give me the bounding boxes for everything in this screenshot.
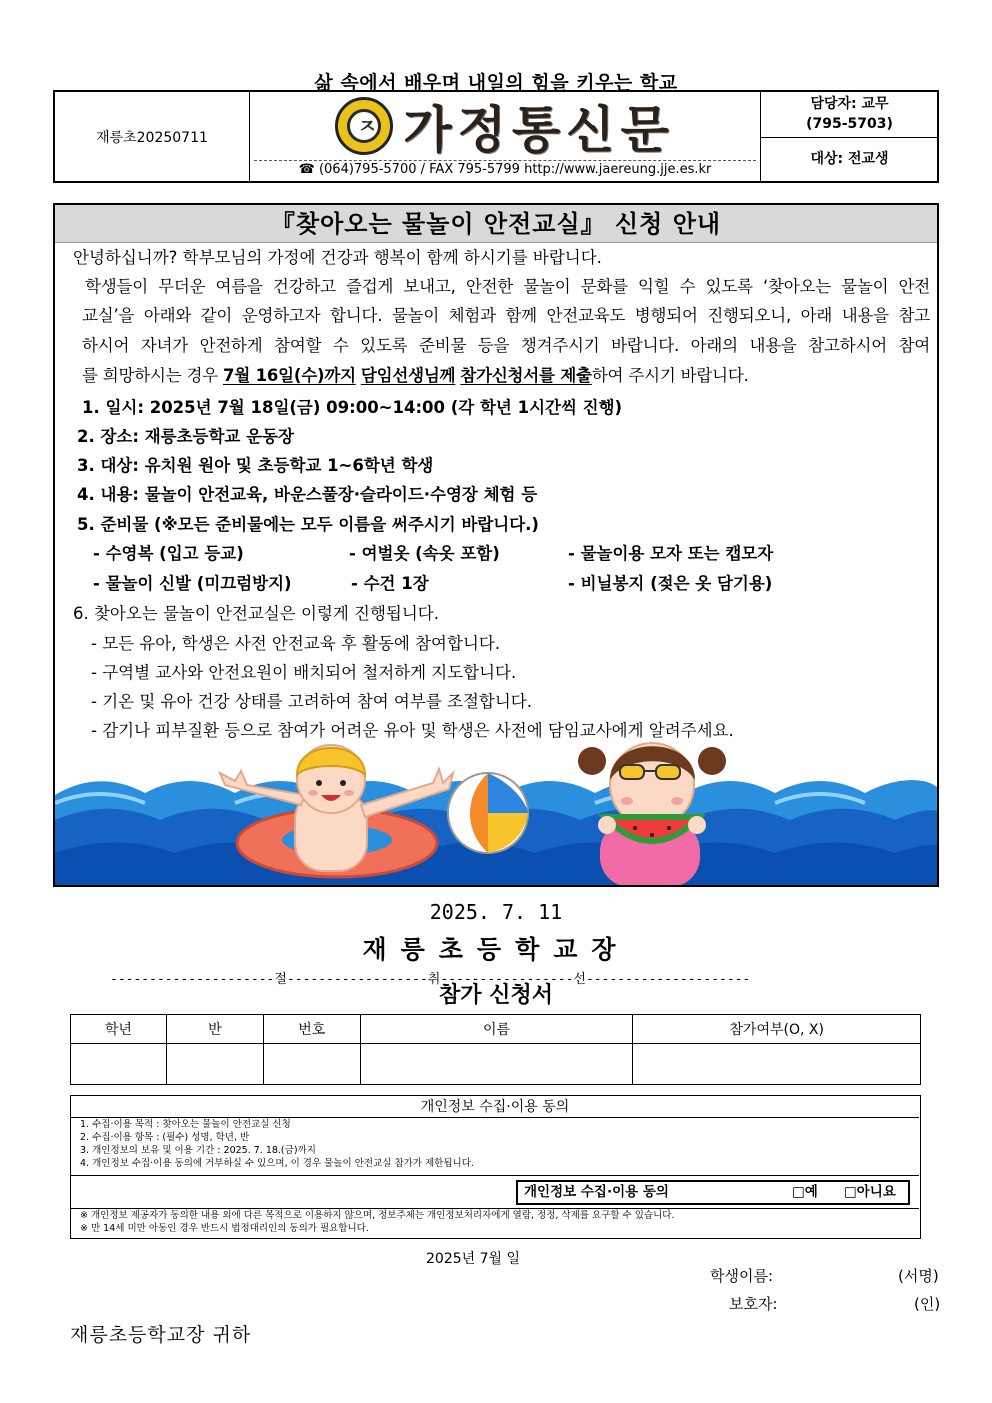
boy-eye [340,780,346,786]
consent-title: 개인정보 수집·이용 동의 [71,1096,919,1118]
progress-bullet: - 모든 유아, 학생은 사전 안전교육 후 활동에 참여합니다. [91,634,501,653]
masthead-right [760,92,937,181]
student-sign-mark: (서명) [898,1267,939,1285]
consent-box [70,1095,921,1239]
paragraph-last-line [82,361,930,391]
issue-date: 2025. 7. 11 [429,900,563,924]
boy-cheek [308,790,318,796]
principal-name: 재릉초등학교장 [362,935,630,964]
prep-item: - 여벌옷 (속옷 포함) [349,544,500,563]
item-schedule: 1. 일시: 2025년 7월 18일(금) 09:00~14:00 (각 학년 1시간씩 진행) [82,398,623,417]
header-class: 반 [166,1015,263,1044]
sign-date: 2025년 7월 일 [426,1251,521,1267]
prep-item: - 물놀이 신발 (미끄럼방지) [93,574,292,593]
masthead-divider [254,160,756,161]
sunglasses-left [620,765,644,779]
item-supplies: 5. 준비물 (※모든 준비물에는 모두 이름을 써주시기 바랍니다.) [77,515,539,534]
participation-cell[interactable] [633,1044,921,1085]
girl-hand [688,816,706,834]
consent-item: 1. 수집·이용 목적 : 찾아오는 물놀이 안전교실 신청 [80,1119,291,1130]
table-row [71,1044,921,1085]
manager-label: 담당자: 교무 [810,96,889,112]
masthead [53,90,939,183]
header-number: 번호 [263,1015,360,1044]
manager-phone: (795-5703) [806,116,893,132]
notice-title: 『찾아오는 물놀이 안전교실』 신청 안내 [55,205,937,243]
girl-cheek [621,797,633,805]
application-table [70,1014,921,1085]
submit-text: 참가신청서를 제출 [460,366,592,385]
prep-item: - 물놀이용 모자 또는 캡모자 [568,544,774,563]
consent-divider [71,1175,919,1176]
guardian-label: 보호자: [729,1295,778,1313]
item-content: 4. 내용: 물놀이 안전교육, 바운스풀장·슬라이드·수영장 체험 등 [77,485,538,504]
girl-hand [598,816,616,834]
addressee: 재릉초등학교장 귀하 [70,1324,252,1346]
paragraph-suffix: 하여 주시기 바랍니다. [591,366,749,385]
boy-eye [316,780,322,786]
girl-pigtail [698,747,726,775]
consent-agree-box [516,1180,910,1205]
consent-item: 2. 수집·이용 항목 : (필수) 성명, 학년, 반 [80,1132,250,1143]
consent-item: 4. 개인정보 수집·이용 동의에 거부하실 수 있으며, 이 경우 물놀이 안전교실 참가가 제한됩니다. [80,1158,474,1169]
paragraph-line: 하시어 자녀가 안전하게 참여할 수 있도록 준비물 등을 챙겨주시기 바랍니다. 아래의 내용을 참고하시어 참여 [82,336,930,355]
prep-item: - 수건 1장 [351,574,429,593]
notice-box [53,203,939,887]
number-cell[interactable] [263,1044,360,1085]
header-name: 이름 [360,1015,633,1044]
masthead-center [250,92,760,181]
header-grade: 학년 [71,1015,167,1044]
boy-cheek [344,790,354,796]
consent-note: ※ 만 14세 미만 아동인 경우 반드시 법정대리인의 동의가 필요합니다. [80,1223,369,1234]
watermelon-seed [667,826,671,830]
recipient-text: 담임선생님께 [360,366,456,385]
form-title: 참가 신청서 [439,983,553,1008]
water-play-illustration [55,725,937,887]
sunglasses-right [656,765,680,779]
item-progress: 6. 찾아오는 물놀이 안전교실은 이렇게 진행됩니다. [73,604,439,623]
item-target: 3. 대상: 유치원 원아 및 초등학교 1~6학년 학생 [77,456,434,475]
guardian-seal-mark: (인) [914,1295,941,1313]
class-cell[interactable] [166,1044,263,1085]
agree-no-checkbox[interactable]: □아니요 [844,1184,896,1200]
consent-note: ※ 개인정보 제공자가 동의한 내용 외에 다른 목적으로 이용하지 않으며, 정보주체는 개인정보처리자에게 열람, 정정, 삭제를 요구할 수 있습니다. [80,1210,675,1221]
manager-info [761,92,938,138]
item-location: 2. 장소: 재릉초등학교 운동장 [77,427,294,446]
grade-cell[interactable] [71,1044,167,1085]
consent-item: 3. 개인정보의 보유 및 이용 기간 : 2025. 7. 18.(금)까지 [80,1145,316,1156]
student-name-label: 학생이름: [710,1267,774,1285]
agree-yes-checkbox[interactable]: □예 [792,1184,818,1200]
girl-cheek [671,797,683,805]
paragraph-line: 교실’을 아래와 같이 운영하고자 합니다. 물놀이 체험과 함께 안전교육도 병행되어 진행되오니, 아래 내용을 참고 [82,306,930,325]
audience-label: 대상: 전교생 [810,151,889,167]
watermelon-seed [633,826,637,830]
progress-bullet: - 기온 및 유아 건강 상태를 고려하여 참여 여부를 조절합니다. [91,692,532,711]
table-header-row [71,1015,921,1044]
progress-bullet: - 감기나 피부질환 등으로 참여가 어려운 유아 및 학생은 사전에 담임교사에게 알려주세요. [91,721,734,740]
newsletter-title: 가정통신문 [403,100,675,159]
prep-item: - 비닐봉지 (젖은 옷 담기용) [568,574,773,593]
progress-bullet: - 구역별 교사와 안전요원이 배치되어 철저하게 지도합니다. [91,663,517,682]
header-participation: 참가여부(O, X) [633,1015,921,1044]
paragraph-prefix: 를 희망하시는 경우 [82,366,224,385]
agree-label: 개인정보 수집·이용 동의 [524,1184,669,1200]
cut-line: ---------------------절------------------취-----------------선--------------------- [110,972,751,987]
contact-info: ☎ (064)795-5700 / FAX 795-5799 http://www.jaereung.jje.es.kr [298,162,712,177]
watermelon-seed [650,833,654,837]
school-motto: 삶 속에서 배우며 내일의 힘을 키우는 학교 [314,72,678,94]
name-cell[interactable] [360,1044,633,1085]
school-logo-icon [335,97,393,155]
doc-number: 재릉초20250711 [55,92,250,181]
logo-glyph: ㅈ [357,114,377,138]
girl-pigtail [578,747,606,775]
deadline-text: 7월 16일(수)까지 [223,366,356,385]
prep-item: - 수영복 (입고 등교) [93,544,244,563]
paragraph-line: 학생들이 무더운 여름을 건강하고 즐겁게 보내고, 안전한 물놀이 문화를 익힐 수 있도록 ‘찾아오는 물놀이 안전 [85,277,930,296]
greeting: 안녕하십니까? 학부모님의 가정에 건강과 행복이 함께 하시기를 바랍니다. [73,248,602,267]
